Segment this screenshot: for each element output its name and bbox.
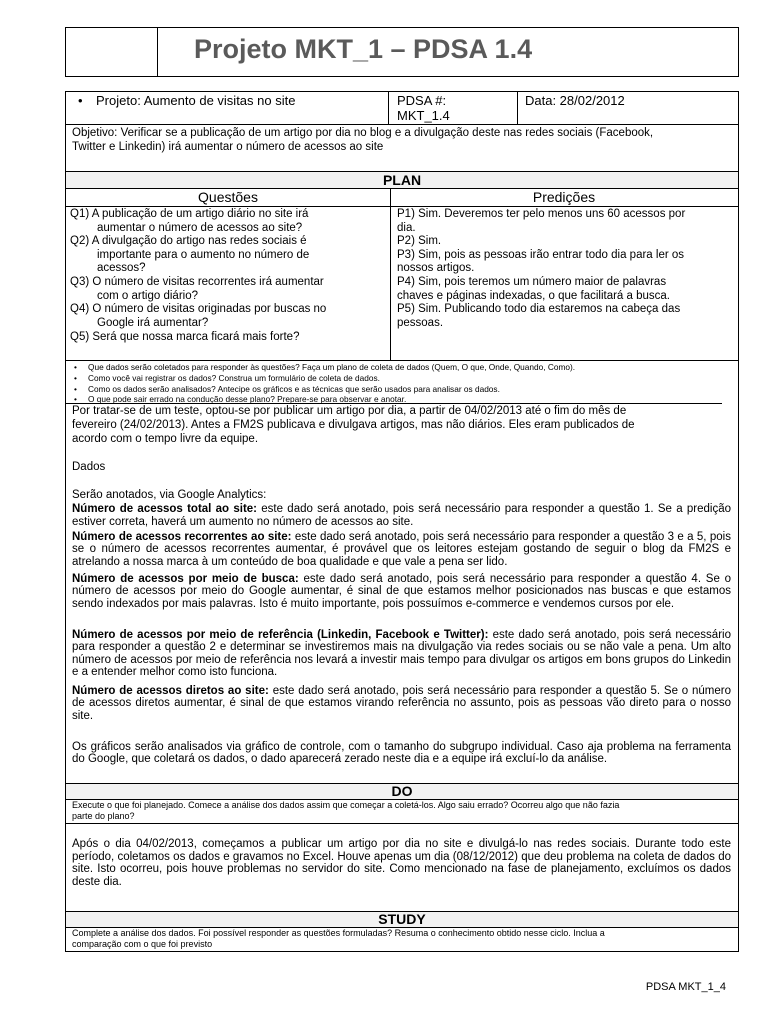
intro-line: acordo com o tempo livre da equipe. [72, 433, 259, 445]
do-instruction-line: Execute o que foi planejado. Comece a análise dos dados assim que começar a coletá-los. Algo saiu errado? Ocorreu algo que não fazia [72, 800, 620, 810]
do-heading: DO [391, 783, 413, 799]
instruction-text: Que dados serão coletados para responder às questões? Faça um plano de coleta de dados (Quem, O que, Onde, Quando, Como). [88, 362, 576, 372]
title-box [65, 27, 739, 77]
intro-line: fevereiro (24/02/2013). Antes a FM2S publicava e divulgava artigos, mas não diários. Eles eram publicados de [72, 419, 635, 431]
metric-desc: este dado será anotado, pois será necessário para responder a questão 3 e a 5, pois se o número de acessos recorrentes aumentar, é provável que os leitores estejam gostando de seguir o blog da FM2S e atrelando a nossa marca à um conteúdo de boa qualidade e que vale a pena ser lido. [72, 530, 731, 568]
divider [517, 92, 518, 124]
plan-heading: PLAN [382, 172, 422, 188]
title-left-cell [66, 28, 158, 76]
question-line: Q4) O número de visitas originadas por buscas no [70, 303, 327, 315]
graficos-paragraph: Os gráficos serão analisados via gráfico de controle, com o tamanho do subgrupo individual. Caso aja problema na ferramenta do Google, que coletará os dados, o dado aparecerá zerado neste dia e a equipe irá excluí-lo da análise. [72, 740, 731, 766]
dados-label: Dados [72, 461, 106, 473]
predicoes-header: Predições [532, 189, 596, 205]
metric-desc: este dado será anotado, pois será necessário para responder a questão 1. Se a predição estiver correta, haverá um aumento no número de acessos ao site. [72, 503, 731, 528]
do-text: Após o dia 04/02/2013, começamos a publicar um artigo por dia no site e divulgá-lo nas redes sociais. Durante todo este período, coletamos os dados e gravamos no Excel. Houve apenas um dia (08/12/2012) que deu problema na coleta de dados do site. Isto ocorreu, pois houve problemas no servidor do site. Como mencionado na fase de planejamento, excluímos os dados deste dia. [72, 838, 731, 888]
instruction-item: • Como você vai registrar os dados? Construa um formulário de coleta de dados. [74, 373, 380, 383]
serao-label: Serão anotados, via Google Analytics: [72, 489, 267, 501]
page-footer: PDSA MKT_1_4 [645, 981, 726, 993]
questoes-header: Questões [198, 189, 258, 205]
divider [66, 124, 738, 125]
metric-desc: este dado será anotado, pois será necessário para responder a questão 4. Se o número de acessos por meio do Google aumentar, é sinal de que estamos melhor posicionados nas buscas e que estamos sendo indexados por mais palavras. Isto é muito importante, pois possuímos e-commerce e vendemos cursos por ele. [72, 572, 731, 610]
pdsa-label: PDSA #: [397, 93, 447, 108]
instruction-item: • Como os dados serão analisados? Antecipe os gráficos e as técnicas que serão usados para analisar os dados. [74, 383, 500, 394]
question-line: importante para o aumento no número de [97, 248, 310, 261]
pdsa-table [65, 91, 739, 952]
metric-4 [72, 629, 731, 679]
instruction-text: O que pode sair errado na condução desse plano? Prepare-se para observar e anotar. [88, 394, 407, 404]
metric-term: Número de acessos total ao site: [72, 503, 257, 515]
prediction-line: P3) Sim, pois as pessoas irão entrar todo dia para ler os [397, 248, 685, 261]
objective-line: Objetivo: Verificar se a publicação de um artigo por dia no blog e a divulgação deste nas redes sociais (Facebook, [72, 127, 654, 139]
prediction-line: pessoas. [397, 316, 444, 329]
metric-desc: este dado será anotado, pois será necessário para responder a questão 2 e determinar se investiremos mais na divulgação via redes sociais ou se não vale a pena. Um alto número de acessos por meio de referência nos levará a investir mais tempo para divulgar os artigos em bons grupos do Linkedin e a entender melhor como isto funciona. [72, 628, 731, 679]
prediction-line: P1) Sim. Deveremos ter pelo menos uns 60 acessos por [397, 208, 686, 220]
instruction-item: • Que dados serão coletados para responder às questões? Faça um plano de coleta de dados (Quem, O que, Onde, Quando, Como). [74, 362, 576, 372]
divider [66, 403, 722, 404]
study-instruction-line: Complete a análise dos dados. Foi possível responder as questões formuladas? Resuma o conhecimento obtido nesse ciclo. Inclua a [72, 928, 605, 938]
question-line: Q3) O número de visitas recorrentes irá aumentar [70, 276, 324, 288]
metric-term: Número de acessos recorrentes ao site: [72, 530, 292, 543]
prediction-line: P2) Sim. [397, 235, 442, 247]
question-line: acessos? [97, 262, 146, 274]
question-line: Google irá aumentar? [97, 316, 209, 329]
metric-2 [72, 531, 731, 569]
metric-term: Número de acessos por meio de busca: [72, 572, 299, 585]
question-line: Q2) A divulgação do artigo nas redes sociais é [70, 235, 307, 247]
metric-term: Número de acessos por meio de referência (Linkedin, Facebook e Twitter): [72, 628, 489, 641]
prediction-line: chaves e páginas indexadas, o que facilitará a busca. [397, 289, 670, 302]
question-line: com o artigo diário? [97, 289, 198, 302]
pdsa-number: MKT_1.4 [397, 108, 450, 123]
question-line: Q1) A publicação de um artigo diário no site irá [70, 208, 309, 220]
instruction-text: Como você vai registrar os dados? Construa um formulário de coleta de dados. [88, 373, 380, 383]
do-instruction-line: parte do plano? [72, 810, 135, 821]
project-name: • Projeto: Aumento de visitas no site [96, 94, 295, 108]
metric-5 [72, 685, 731, 723]
metric-3 [72, 573, 731, 611]
prediction-line: P5) Sim. Publicando todo dia estaremos na cabeça das [397, 303, 681, 315]
page-title: Projeto MKT_1 – PDSA 1.4 [194, 34, 533, 64]
divider [66, 360, 738, 361]
metric-term: Número de acessos diretos ao site: [72, 684, 269, 697]
objective-line: Twitter e Linkedin) irá aumentar o número de acessos ao site [72, 141, 384, 153]
question-line: aumentar o número de acessos ao site? [97, 221, 303, 234]
metric-desc: este dado será anotado, pois será necessário para responder a questão 5. Se o número de acessos diretos aumentar, é sinal de que estamos virando referência no assunto, pois as pessoas vão direto para o nosso site. [72, 684, 732, 722]
metric-1 [72, 503, 731, 528]
prediction-line: nossos artigos. [397, 262, 475, 274]
divider [66, 823, 738, 824]
date: Data: 28/02/2012 [525, 93, 625, 108]
prediction-line: dia. [397, 221, 416, 234]
intro-line: Por tratar-se de um teste, optou-se por publicar um artigo por dia, a partir de 04/02/2013 até o fim do mês de [72, 405, 627, 417]
divider [390, 188, 391, 360]
study-heading: STUDY [378, 911, 426, 927]
study-instruction-line: comparação com o que foi previsto [72, 938, 213, 949]
prediction-line: P4) Sim, pois teremos um número maior de palavras [397, 276, 667, 288]
instruction-item: • O que pode sair errado na condução desse plano? Prepare-se para observar e anotar. [74, 394, 407, 404]
divider [66, 206, 738, 207]
question-line: Q5) Será que nossa marca ficará mais forte? [70, 330, 300, 343]
divider [388, 92, 389, 124]
instruction-text: Como os dados serão analisados? Antecipe os gráficos e as técnicas que serão usados para analisar os dados. [88, 383, 500, 394]
